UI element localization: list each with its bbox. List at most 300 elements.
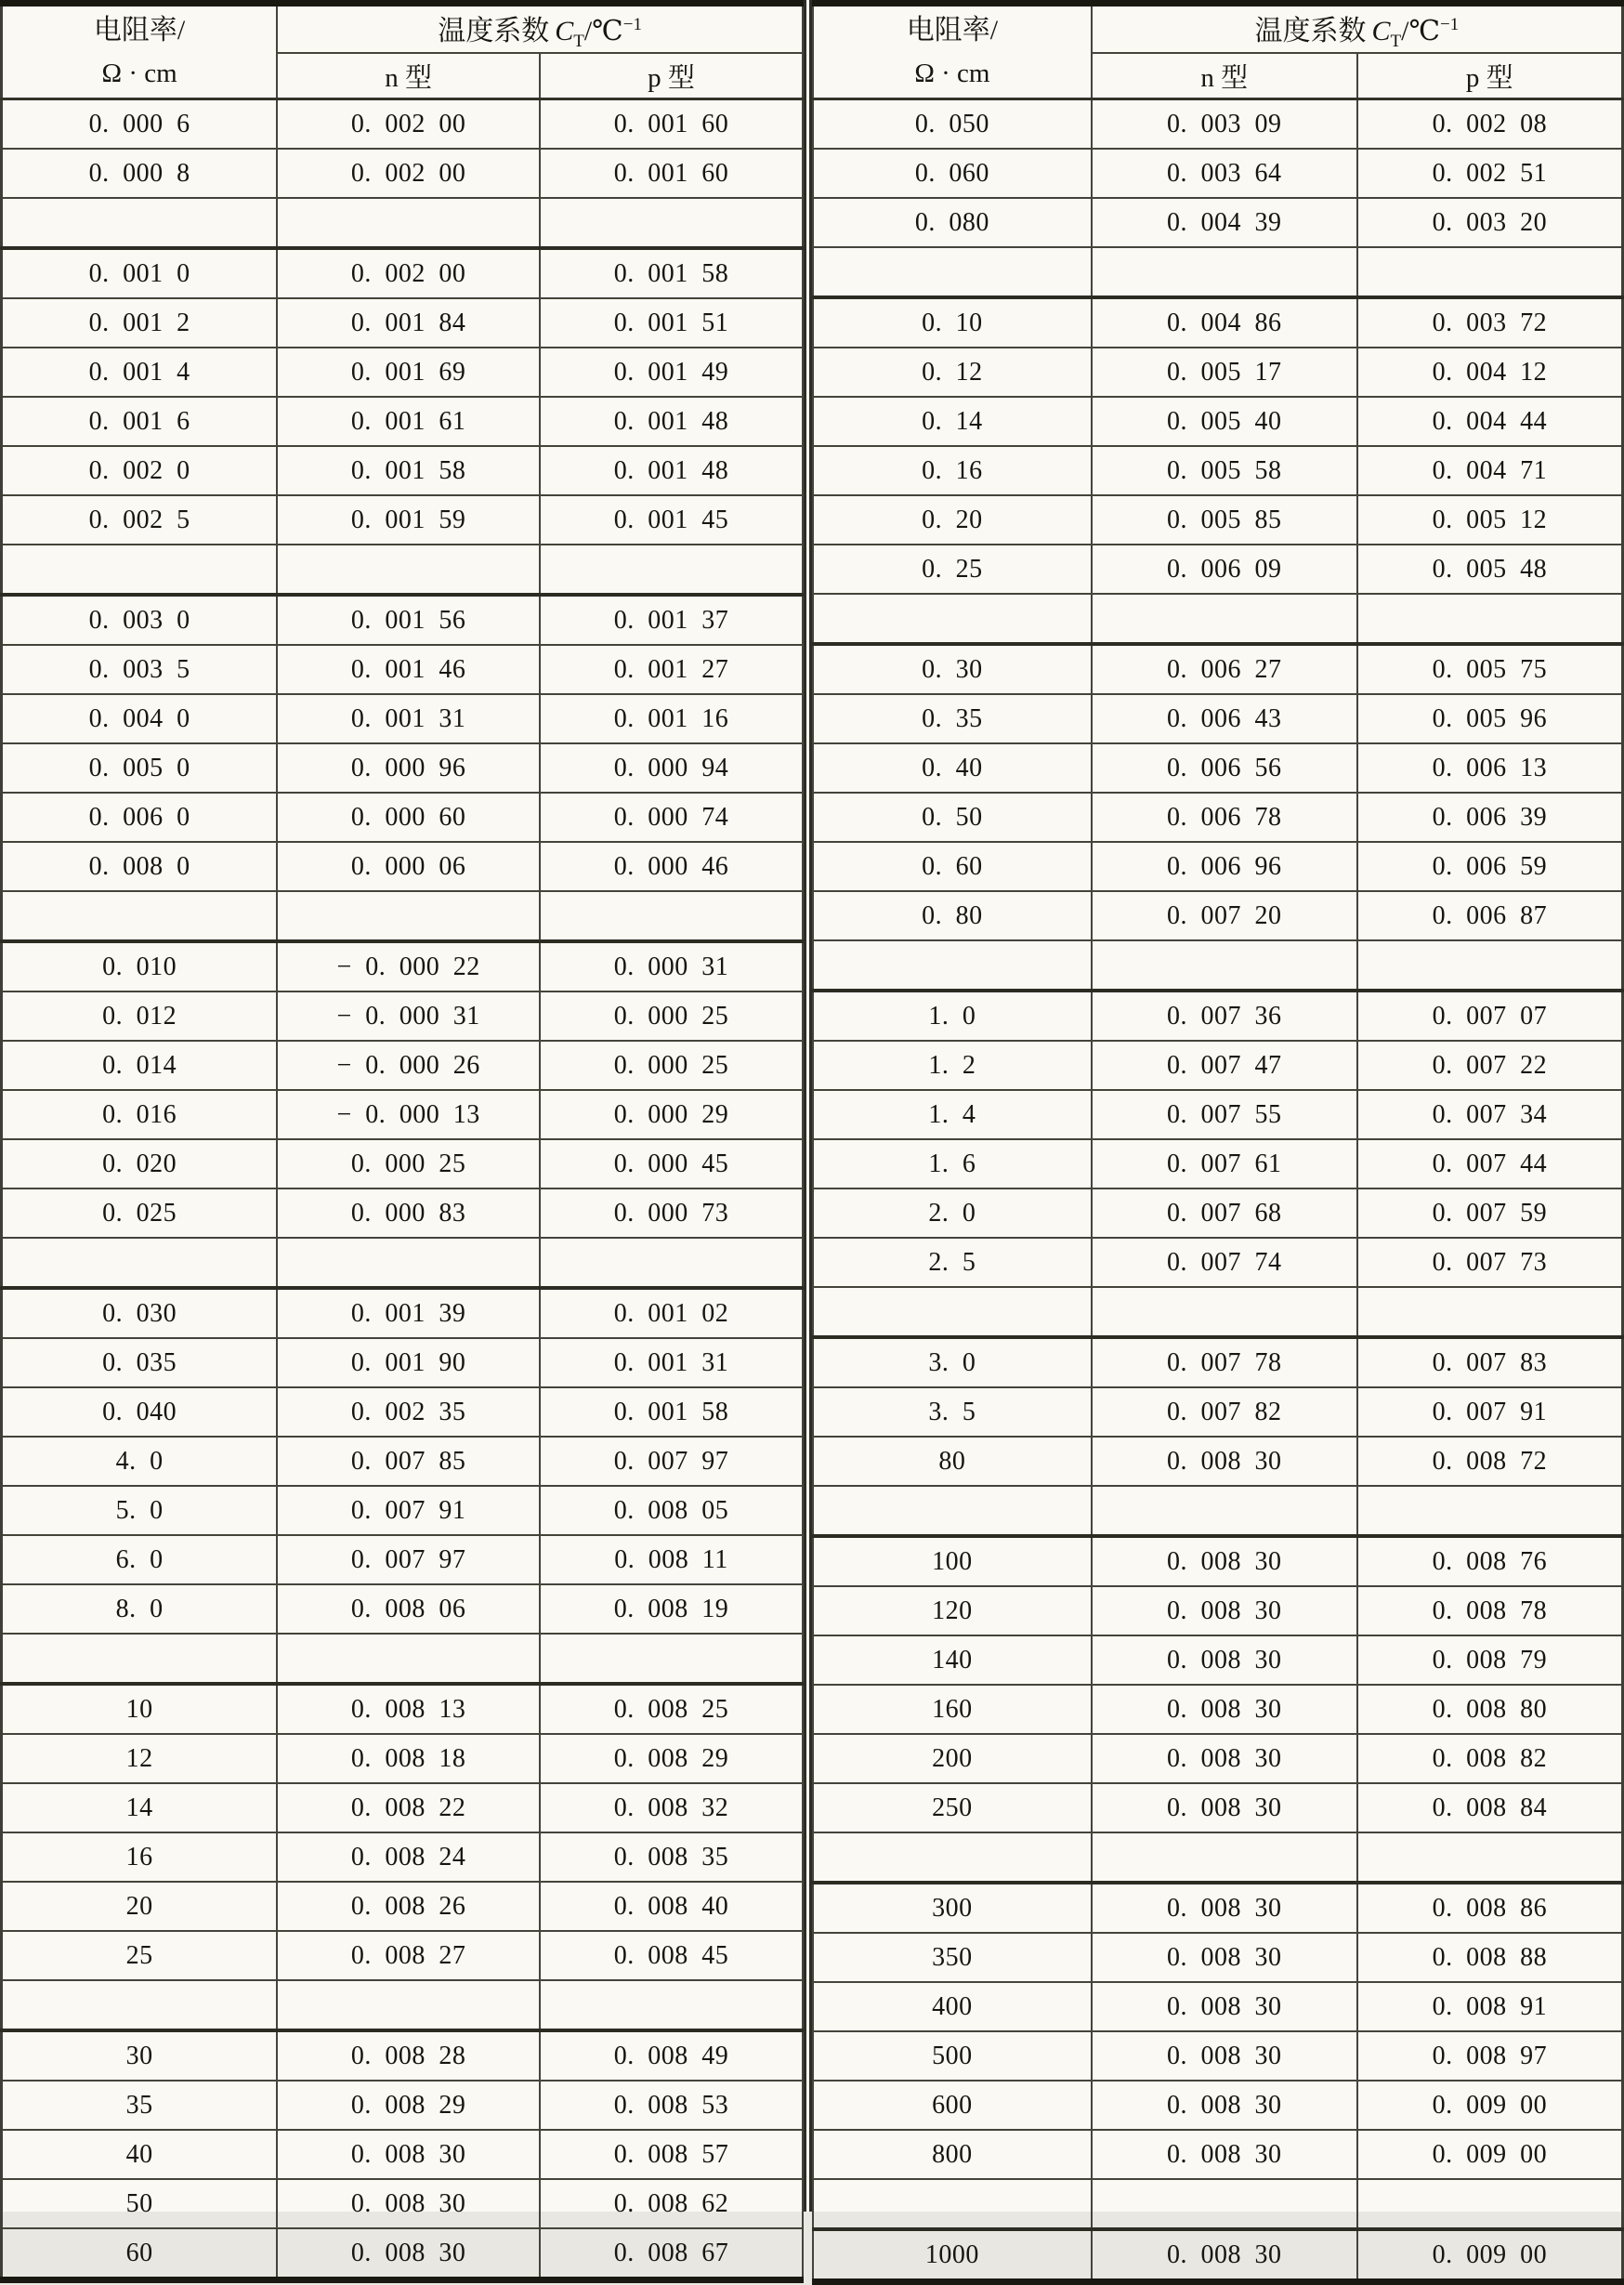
cell-p-type-coefficient (1357, 1287, 1623, 1337)
cell-n-type-coefficient: 0. 008 30 (1092, 2031, 1357, 2081)
resistivity-unit: Ω · cm (101, 58, 177, 88)
table-row (813, 842, 1623, 891)
spacer-row (2, 1980, 804, 2030)
spacer-row (813, 1486, 1623, 1536)
column-header-resistivity (2, 4, 278, 99)
table-row (2, 595, 804, 645)
cell-p-type-coefficient: 0. 008 45 (540, 1931, 803, 1980)
cell-p-type-coefficient: 0. 001 27 (540, 645, 803, 694)
table-left-half (0, 0, 812, 2267)
cell-n-type-coefficient (277, 1634, 540, 1684)
cell-resistivity: 140 (813, 1635, 1092, 1685)
cell-resistivity (2, 1980, 278, 2030)
cell-p-type-coefficient: 0. 008 79 (1357, 1635, 1623, 1685)
cell-resistivity (813, 247, 1092, 297)
coefficient-unit: /℃ (1401, 15, 1441, 46)
table-row (2, 348, 804, 397)
column-header-n-type: n 型 (277, 53, 540, 99)
right-table-body (813, 99, 1623, 2282)
cell-p-type-coefficient: 0. 007 97 (540, 1437, 803, 1486)
cell-resistivity: 0. 001 2 (2, 298, 278, 348)
cell-resistivity: 0. 80 (813, 891, 1092, 940)
cell-p-type-coefficient: 0. 001 58 (540, 1387, 803, 1437)
cell-p-type-coefficient: 0. 004 12 (1357, 348, 1623, 397)
cell-p-type-coefficient: 0. 001 60 (540, 149, 803, 198)
cell-n-type-coefficient: 0. 008 30 (1092, 1437, 1357, 1486)
cell-n-type-coefficient (1092, 2179, 1357, 2229)
cell-p-type-coefficient: 0. 000 74 (540, 793, 803, 842)
cell-p-type-coefficient: 0. 007 07 (1357, 991, 1623, 1041)
resistivity-label: 电阻率/ (93, 15, 186, 46)
table-row (2, 1684, 804, 1734)
column-header-coefficient (1092, 4, 1623, 54)
cell-resistivity (813, 940, 1092, 991)
cell-resistivity: 250 (813, 1783, 1092, 1832)
cell-n-type-coefficient (1092, 594, 1357, 644)
cell-resistivity: 0. 005 0 (2, 743, 278, 793)
cell-resistivity: 0. 40 (813, 743, 1092, 793)
cell-p-type-coefficient: 0. 001 37 (540, 595, 803, 645)
cell-resistivity: 0. 001 0 (2, 248, 278, 298)
cell-resistivity: 400 (813, 1982, 1092, 2031)
cell-n-type-coefficient: 0. 000 06 (277, 842, 540, 891)
cell-p-type-coefficient: 0. 008 53 (540, 2081, 803, 2130)
cell-p-type-coefficient (1357, 940, 1623, 991)
cell-resistivity: 80 (813, 1437, 1092, 1486)
cell-p-type-coefficient: 0. 008 88 (1357, 1933, 1623, 1982)
cell-n-type-coefficient: 0. 008 30 (1092, 1734, 1357, 1783)
cell-p-type-coefficient: 0. 001 49 (540, 348, 803, 397)
cell-p-type-coefficient (540, 198, 803, 248)
cell-n-type-coefficient: 0. 008 30 (1092, 1783, 1357, 1832)
cell-n-type-coefficient: 0. 005 85 (1092, 495, 1357, 545)
cell-n-type-coefficient: 0. 008 28 (277, 2030, 540, 2081)
cell-resistivity: 0. 040 (2, 1387, 278, 1437)
cell-resistivity: 0. 016 (2, 1090, 278, 1139)
cell-resistivity: 0. 014 (2, 1041, 278, 1090)
cell-n-type-coefficient: − 0. 000 31 (277, 991, 540, 1041)
cell-p-type-coefficient (540, 1980, 803, 2030)
cell-n-type-coefficient: 0. 001 56 (277, 595, 540, 645)
cell-resistivity: 30 (2, 2030, 278, 2081)
table-row (813, 1982, 1623, 2031)
spacer-row (813, 2179, 1623, 2229)
cell-n-type-coefficient: 0. 008 26 (277, 1882, 540, 1931)
table-row (813, 1238, 1623, 1287)
cell-resistivity (2, 1238, 278, 1288)
cell-p-type-coefficient: 0. 006 13 (1357, 743, 1623, 793)
cell-resistivity: 3. 0 (813, 1337, 1092, 1387)
table-row (2, 1783, 804, 1832)
table-row (813, 991, 1623, 1041)
coefficient-unit: /℃ (583, 15, 623, 46)
table-row (813, 1139, 1623, 1188)
cell-resistivity (2, 545, 278, 595)
cell-p-type-coefficient: 0. 001 60 (540, 99, 803, 150)
cell-p-type-coefficient: 0. 008 82 (1357, 1734, 1623, 1783)
cell-n-type-coefficient: 0. 002 35 (277, 1387, 540, 1437)
cell-n-type-coefficient: 0. 008 13 (277, 1684, 540, 1734)
coefficient-symbol: C (1371, 15, 1391, 46)
cell-p-type-coefficient: 0. 008 35 (540, 1832, 803, 1882)
cell-p-type-coefficient: 0. 002 51 (1357, 149, 1623, 198)
cell-n-type-coefficient: 0. 001 31 (277, 694, 540, 743)
table-row (2, 694, 804, 743)
cell-resistivity: 0. 30 (813, 644, 1092, 694)
cell-n-type-coefficient: 0. 007 61 (1092, 1139, 1357, 1188)
cell-n-type-coefficient: 0. 002 00 (277, 149, 540, 198)
cell-p-type-coefficient: 0. 000 94 (540, 743, 803, 793)
resistivity-unit: Ω · cm (914, 58, 990, 88)
table-right-half (812, 0, 1624, 2269)
coefficient-symbol-subscript: T (573, 31, 584, 51)
cell-n-type-coefficient: 0. 003 64 (1092, 149, 1357, 198)
cell-p-type-coefficient: 0. 003 72 (1357, 297, 1623, 348)
cell-p-type-coefficient: 0. 006 39 (1357, 793, 1623, 842)
cell-resistivity: 0. 012 (2, 991, 278, 1041)
cell-n-type-coefficient: 0. 008 30 (1092, 1586, 1357, 1635)
cell-p-type-coefficient: 0. 008 80 (1357, 1685, 1623, 1734)
cell-n-type-coefficient (1092, 247, 1357, 297)
cell-n-type-coefficient: 0. 008 30 (1092, 1883, 1357, 1933)
column-header-coefficient (277, 4, 803, 54)
cell-resistivity: 1. 2 (813, 1041, 1092, 1090)
table-row (813, 1090, 1623, 1139)
cell-resistivity: 160 (813, 1685, 1092, 1734)
table-row (813, 99, 1623, 150)
table-row (2, 1338, 804, 1387)
table-row (813, 1337, 1623, 1387)
table-row (2, 1931, 804, 1980)
cell-p-type-coefficient: 0. 000 73 (540, 1188, 803, 1238)
cell-n-type-coefficient: 0. 006 09 (1092, 545, 1357, 594)
cell-p-type-coefficient: 0. 003 20 (1357, 198, 1623, 247)
cell-n-type-coefficient: 0. 007 91 (277, 1486, 540, 1535)
cell-n-type-coefficient: − 0. 000 22 (277, 941, 540, 991)
cell-resistivity (813, 1832, 1092, 1883)
cell-n-type-coefficient: 0. 008 30 (1092, 2081, 1357, 2130)
right-table (812, 0, 1624, 2285)
cell-resistivity: 600 (813, 2081, 1092, 2130)
cell-p-type-coefficient: 0. 006 59 (1357, 842, 1623, 891)
cell-resistivity: 0. 006 0 (2, 793, 278, 842)
left-table (0, 0, 804, 2283)
cell-resistivity: 0. 14 (813, 397, 1092, 446)
cell-resistivity: 60 (2, 2228, 278, 2280)
cell-p-type-coefficient (1357, 1486, 1623, 1536)
cell-p-type-coefficient: 0. 008 19 (540, 1584, 803, 1634)
cell-n-type-coefficient: 0. 008 30 (1092, 2130, 1357, 2179)
table-row (813, 2229, 1623, 2282)
cell-resistivity (813, 594, 1092, 644)
cell-n-type-coefficient (277, 545, 540, 595)
cell-resistivity: 1000 (813, 2229, 1092, 2282)
cell-n-type-coefficient: 0. 006 56 (1092, 743, 1357, 793)
cell-resistivity: 0. 60 (813, 842, 1092, 891)
cell-p-type-coefficient: 0. 001 58 (540, 248, 803, 298)
cell-n-type-coefficient (1092, 1486, 1357, 1536)
cell-n-type-coefficient: 0. 006 27 (1092, 644, 1357, 694)
spacer-row (2, 1238, 804, 1288)
table-row (2, 2081, 804, 2130)
table-row (2, 99, 804, 150)
table-row (813, 149, 1623, 198)
table-row (2, 2030, 804, 2081)
table-row (2, 793, 804, 842)
cell-resistivity: 0. 080 (813, 198, 1092, 247)
table-row (813, 1586, 1623, 1635)
cell-p-type-coefficient: 0. 008 91 (1357, 1982, 1623, 2031)
cell-p-type-coefficient: 0. 008 76 (1357, 1536, 1623, 1586)
spacer-row (813, 247, 1623, 297)
cell-resistivity: 350 (813, 1933, 1092, 1982)
cell-resistivity: 20 (2, 1882, 278, 1931)
cell-n-type-coefficient (1092, 1287, 1357, 1337)
cell-resistivity: 0. 008 0 (2, 842, 278, 891)
cell-p-type-coefficient: 0. 004 44 (1357, 397, 1623, 446)
cell-resistivity (813, 1287, 1092, 1337)
cell-p-type-coefficient: 0. 008 72 (1357, 1437, 1623, 1486)
cell-n-type-coefficient: 0. 000 25 (277, 1139, 540, 1188)
cell-resistivity: 0. 25 (813, 545, 1092, 594)
cell-resistivity: 35 (2, 2081, 278, 2130)
cell-resistivity: 14 (2, 1783, 278, 1832)
table-row (2, 1437, 804, 1486)
cell-n-type-coefficient: 0. 007 74 (1092, 1238, 1357, 1287)
cell-p-type-coefficient: 0. 009 00 (1357, 2130, 1623, 2179)
cell-n-type-coefficient: 0. 005 17 (1092, 348, 1357, 397)
coefficient-symbol-subscript: T (1390, 31, 1402, 51)
cell-n-type-coefficient: 0. 001 84 (277, 298, 540, 348)
cell-p-type-coefficient: 0. 006 87 (1357, 891, 1623, 940)
cell-p-type-coefficient: 0. 007 44 (1357, 1139, 1623, 1188)
cell-n-type-coefficient: 0. 000 60 (277, 793, 540, 842)
left-table-body (2, 99, 804, 2280)
cell-p-type-coefficient: 0. 008 86 (1357, 1883, 1623, 1933)
cell-resistivity: 0. 003 0 (2, 595, 278, 645)
cell-p-type-coefficient (540, 891, 803, 941)
cell-p-type-coefficient (1357, 247, 1623, 297)
cell-p-type-coefficient: 0. 000 46 (540, 842, 803, 891)
table-row (813, 446, 1623, 495)
cell-n-type-coefficient: 0. 008 30 (1092, 1536, 1357, 1586)
cell-n-type-coefficient: 0. 008 30 (1092, 1933, 1357, 1982)
table-row (813, 1041, 1623, 1090)
cell-p-type-coefficient: 0. 000 25 (540, 1041, 803, 1090)
cell-p-type-coefficient: 0. 004 71 (1357, 446, 1623, 495)
cell-p-type-coefficient: 0. 008 97 (1357, 2031, 1623, 2081)
cell-p-type-coefficient: 0. 007 34 (1357, 1090, 1623, 1139)
cell-n-type-coefficient (277, 891, 540, 941)
table-row (2, 1090, 804, 1139)
cell-n-type-coefficient: 0. 001 61 (277, 397, 540, 446)
cell-resistivity: 8. 0 (2, 1584, 278, 1634)
cell-p-type-coefficient (1357, 1832, 1623, 1883)
cell-p-type-coefficient: 0. 008 78 (1357, 1586, 1623, 1635)
cell-resistivity: 0. 002 0 (2, 446, 278, 495)
table-row (813, 694, 1623, 743)
cell-p-type-coefficient (540, 1634, 803, 1684)
cell-resistivity: 6. 0 (2, 1535, 278, 1584)
coefficient-label: 温度系数 (1254, 15, 1367, 46)
cell-n-type-coefficient (277, 1980, 540, 2030)
cell-resistivity: 16 (2, 1832, 278, 1882)
cell-p-type-coefficient (1357, 594, 1623, 644)
cell-resistivity: 800 (813, 2130, 1092, 2179)
cell-p-type-coefficient: 0. 008 11 (540, 1535, 803, 1584)
cell-p-type-coefficient: 0. 007 83 (1357, 1337, 1623, 1387)
cell-p-type-coefficient: 0. 000 31 (540, 941, 803, 991)
spacer-row (813, 940, 1623, 991)
spacer-row (2, 545, 804, 595)
cell-p-type-coefficient: 0. 000 25 (540, 991, 803, 1041)
table-row (2, 1535, 804, 1584)
spacer-row (813, 594, 1623, 644)
cell-n-type-coefficient: 0. 004 39 (1092, 198, 1357, 247)
cell-n-type-coefficient: 0. 001 90 (277, 1338, 540, 1387)
spacer-row (813, 1832, 1623, 1883)
cell-n-type-coefficient: 0. 004 86 (1092, 297, 1357, 348)
table-row (813, 1437, 1623, 1486)
cell-p-type-coefficient: 0. 008 62 (540, 2179, 803, 2228)
cell-p-type-coefficient (540, 1238, 803, 1288)
table-row (2, 1734, 804, 1783)
cell-resistivity: 0. 002 5 (2, 495, 278, 545)
cell-p-type-coefficient: 0. 008 32 (540, 1783, 803, 1832)
cell-n-type-coefficient: 0. 008 30 (277, 2228, 540, 2280)
table-row (813, 495, 1623, 545)
cell-p-type-coefficient: 0. 008 67 (540, 2228, 803, 2280)
cell-resistivity: 0. 003 5 (2, 645, 278, 694)
cell-resistivity: 0. 001 6 (2, 397, 278, 446)
cell-resistivity: 0. 004 0 (2, 694, 278, 743)
coefficient-symbol: C (555, 15, 574, 46)
cell-p-type-coefficient: 0. 008 40 (540, 1882, 803, 1931)
cell-n-type-coefficient: 0. 008 30 (1092, 2229, 1357, 2282)
cell-resistivity: 50 (2, 2179, 278, 2228)
right-table-header (813, 4, 1623, 99)
cell-resistivity: 0. 035 (2, 1338, 278, 1387)
table-row (813, 2081, 1623, 2130)
table-row (2, 941, 804, 991)
table-row (2, 2228, 804, 2280)
cell-resistivity: 12 (2, 1734, 278, 1783)
table-row (813, 198, 1623, 247)
cell-n-type-coefficient: 0. 007 20 (1092, 891, 1357, 940)
cell-p-type-coefficient: 0. 001 45 (540, 495, 803, 545)
cell-p-type-coefficient (540, 545, 803, 595)
cell-resistivity (813, 2179, 1092, 2229)
cell-n-type-coefficient: 0. 008 29 (277, 2081, 540, 2130)
table-row (2, 1188, 804, 1238)
cell-resistivity: 1. 4 (813, 1090, 1092, 1139)
table-row (2, 149, 804, 198)
cell-n-type-coefficient: 0. 000 96 (277, 743, 540, 793)
cell-p-type-coefficient: 0. 001 48 (540, 446, 803, 495)
cell-resistivity: 25 (2, 1931, 278, 1980)
cell-resistivity: 0. 16 (813, 446, 1092, 495)
cell-resistivity: 0. 001 4 (2, 348, 278, 397)
cell-n-type-coefficient: − 0. 000 26 (277, 1041, 540, 1090)
cell-p-type-coefficient: 0. 008 25 (540, 1684, 803, 1734)
cell-p-type-coefficient (1357, 2179, 1623, 2229)
cell-n-type-coefficient: 0. 001 69 (277, 348, 540, 397)
table-row (2, 1387, 804, 1437)
cell-resistivity: 3. 5 (813, 1387, 1092, 1437)
cell-resistivity: 500 (813, 2031, 1092, 2081)
cell-n-type-coefficient: 0. 007 82 (1092, 1387, 1357, 1437)
cell-p-type-coefficient: 0. 008 84 (1357, 1783, 1623, 1832)
cell-n-type-coefficient: 0. 005 40 (1092, 397, 1357, 446)
cell-resistivity: 300 (813, 1883, 1092, 1933)
table-row (2, 1832, 804, 1882)
cell-n-type-coefficient: 0. 006 78 (1092, 793, 1357, 842)
cell-n-type-coefficient (1092, 1832, 1357, 1883)
cell-resistivity: 0. 050 (813, 99, 1092, 150)
cell-resistivity: 0. 20 (813, 495, 1092, 545)
column-header-p-type: p 型 (540, 53, 803, 99)
cell-n-type-coefficient: 0. 006 96 (1092, 842, 1357, 891)
table-row (2, 495, 804, 545)
cell-n-type-coefficient: 0. 008 30 (1092, 1982, 1357, 2031)
cell-n-type-coefficient: 0. 008 30 (1092, 1635, 1357, 1685)
cell-n-type-coefficient: 0. 001 39 (277, 1288, 540, 1338)
column-header-resistivity (813, 4, 1092, 99)
cell-n-type-coefficient: 0. 001 59 (277, 495, 540, 545)
cell-n-type-coefficient: 0. 008 18 (277, 1734, 540, 1783)
cell-resistivity: 0. 060 (813, 149, 1092, 198)
table-row (2, 1584, 804, 1634)
cell-resistivity: 0. 000 6 (2, 99, 278, 150)
cell-p-type-coefficient: 0. 001 51 (540, 298, 803, 348)
table-row (813, 644, 1623, 694)
cell-n-type-coefficient: 0. 002 00 (277, 248, 540, 298)
cell-n-type-coefficient: 0. 007 36 (1092, 991, 1357, 1041)
spacer-row (2, 1634, 804, 1684)
cell-resistivity: 1. 6 (813, 1139, 1092, 1188)
cell-resistivity: 2. 0 (813, 1188, 1092, 1238)
cell-n-type-coefficient: 0. 007 97 (277, 1535, 540, 1584)
table-row (2, 1139, 804, 1188)
cell-n-type-coefficient: 0. 008 30 (277, 2130, 540, 2179)
cell-n-type-coefficient: 0. 001 58 (277, 446, 540, 495)
cell-n-type-coefficient: 0. 008 30 (1092, 1685, 1357, 1734)
table-row (813, 297, 1623, 348)
table-row (813, 891, 1623, 940)
cell-n-type-coefficient: 0. 005 58 (1092, 446, 1357, 495)
table-row (813, 348, 1623, 397)
table-row (2, 298, 804, 348)
table-row (813, 1387, 1623, 1437)
cell-p-type-coefficient: 0. 008 57 (540, 2130, 803, 2179)
table-row (813, 1685, 1623, 1734)
cell-p-type-coefficient: 0. 001 16 (540, 694, 803, 743)
cell-resistivity: 0. 020 (2, 1139, 278, 1188)
cell-n-type-coefficient: 0. 000 83 (277, 1188, 540, 1238)
cell-p-type-coefficient: 0. 005 48 (1357, 545, 1623, 594)
cell-resistivity: 0. 025 (2, 1188, 278, 1238)
table-row (813, 1783, 1623, 1832)
cell-n-type-coefficient: 0. 008 30 (277, 2179, 540, 2228)
cell-n-type-coefficient: 0. 002 00 (277, 99, 540, 150)
left-table-header (2, 4, 804, 99)
cell-p-type-coefficient: 0. 007 59 (1357, 1188, 1623, 1238)
coefficient-label: 温度系数 (438, 15, 550, 46)
table-row (2, 1041, 804, 1090)
table-row (2, 397, 804, 446)
cell-resistivity: 0. 030 (2, 1288, 278, 1338)
cell-n-type-coefficient: 0. 006 43 (1092, 694, 1357, 743)
